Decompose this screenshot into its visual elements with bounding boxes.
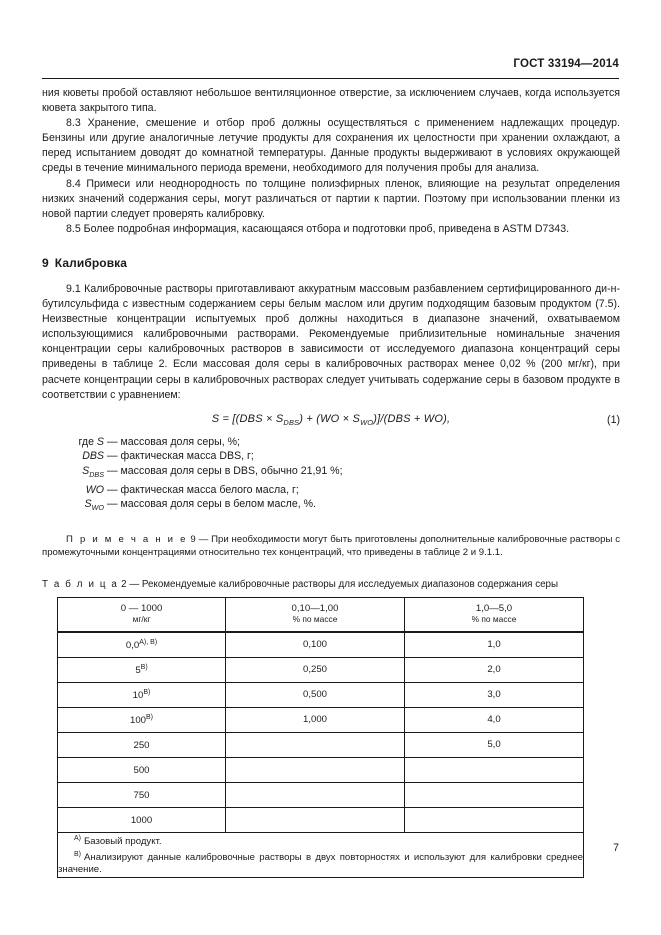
cell-col2 (226, 782, 405, 807)
column-header-percent-low (226, 597, 405, 632)
table-row (58, 682, 584, 707)
table-row (58, 807, 584, 832)
cell-value: 1000 (130, 814, 153, 826)
paragraph-8-4: 8.4 Примеси или неоднородность по толщине полиэфирных пленок, влияющие на результат определения низких значений содержания серы, могут различаться от партии к партии. Поэтому при использовании пленки из новой партии следует проверять калибровку. (42, 177, 620, 220)
table-number: 2 (121, 578, 127, 590)
cell-col3: 3,0 (405, 682, 584, 707)
paragraph-8-5: 8.5 Более подробная информация, касающаяся отбора и подготовки проб, приведена в ASTM D7343. (66, 222, 570, 235)
cell-col3 (405, 757, 584, 782)
variable-definition-row (42, 497, 620, 516)
section-heading-9 (42, 256, 620, 270)
cell-col3 (405, 807, 584, 832)
cell-col1 (58, 657, 226, 682)
cell-footnote-mark: В) (143, 688, 151, 696)
column-range: 1,0—5,0 (475, 602, 513, 614)
note-number: 9 (190, 534, 196, 546)
equation-lhs: S (211, 412, 220, 425)
table-row (58, 657, 584, 682)
cell-col1 (58, 732, 226, 757)
note-text: — При необходимости могут быть приготовлены дополнительные калибровочные растворы с промежуточными концентрациями относительно тех концентраций, что приведены в таблице 2 и 9.1.1. (42, 534, 621, 559)
equation-expression-pre: [(DBS × S (232, 412, 284, 425)
cell-footnote-mark: В) (140, 663, 148, 671)
cell-col2: 0,500 (226, 682, 405, 707)
table-row (58, 732, 584, 757)
cell-value: 250 (133, 739, 150, 751)
cell-col1 (58, 807, 226, 832)
table-row (58, 632, 584, 658)
cell-col2: 0,100 (226, 632, 405, 658)
cell-value: 500 (133, 764, 150, 776)
standard-designation: ГОСТ 33194—2014 (513, 58, 619, 70)
footnote-text-a: Базовый продукт. (84, 836, 162, 848)
variable-term-s-dbs (42, 464, 104, 483)
equation-subscript-wo: WO (360, 417, 374, 427)
note-label: П р и м е ч а н и е (66, 534, 188, 546)
variable-description: — массовая доля серы в белом масле, %. (106, 498, 316, 511)
column-range: 0,10—1,00 (291, 602, 339, 614)
cell-col1 (58, 632, 226, 658)
variable-symbol: S (96, 435, 104, 448)
section-title: Калибровка (54, 255, 128, 270)
cell-value: 10 (132, 689, 144, 701)
section-number: 9 (42, 255, 49, 270)
cell-col2 (226, 807, 405, 832)
table-footnotes-row (58, 832, 584, 877)
paragraph-9-1: 9.1 Калибровочные растворы приготавливают аккуратным массовым разбавлением сертифицированного ди-н-бутилсульфида с известным содержанием серы белым маслом или другим подходящим базовым продуктом (7.5). Неизвестные концентрации испытуемых проб должны находиться в диапазоне значений, охватываемом использующимися калибровочными растворами. Рекомендуемые приблизительные номинальные значения концентрации серы калибровочных растворов в зависимости от исследуемого диапазона концентраций серы приведены в таблице 2. Если массовая доля серы в калибровочных растворах менее 0,02 % (200 мг/кг), при расчете концентрации серы в калибровочных растворах следует учитывать содержание серы в базовом продукте в соответствии с уравнением: (42, 282, 620, 401)
cell-col2 (226, 732, 405, 757)
equation-equals: = (219, 412, 233, 425)
variable-subscript: WO (91, 503, 104, 513)
column-unit: % по массе (292, 614, 338, 625)
calibration-solutions-table (57, 597, 584, 878)
where-lead: где (78, 435, 94, 448)
paragraph-8-3: 8.3 Хранение, смешение и отбор проб должны осуществляться с применением надлежащих процедур. Бензины или другие аналогичные летучие продукты для сохранения их целостности при хранении охлаждают, а перед испытанием доводят до комнатной температуры. Данные продукты выдерживают в условиях окружающей среды в течение минимального периода времени, необходимого для получения пробы для анализа. (42, 117, 620, 175)
variable-symbol: WO (85, 483, 104, 496)
cell-footnote-mark: В) (146, 713, 153, 721)
variable-definition-row (42, 483, 620, 498)
equation-subscript-dbs: DBS (283, 417, 300, 427)
cell-col1 (58, 682, 226, 707)
column-unit: мг/кг (132, 614, 151, 625)
equation-1 (212, 413, 451, 425)
equation-expression-mid: ) + (WO × S (299, 412, 361, 425)
cell-col3 (405, 782, 584, 807)
cell-col2 (226, 757, 405, 782)
cell-col1 (58, 707, 226, 732)
table-row (58, 782, 584, 807)
equation-1-row (42, 413, 620, 427)
table-label: Т а б л и ц а (42, 578, 119, 590)
variable-definition-row (42, 435, 620, 450)
note-9 (42, 533, 620, 560)
cell-value: 750 (133, 789, 150, 801)
variable-symbol: DBS (82, 450, 104, 463)
table-row (58, 757, 584, 782)
variable-description: — фактическая масса белого масла, г; (106, 483, 299, 496)
variable-description: — массовая доля серы в DBS, обычно 21,91 %; (106, 465, 343, 478)
cell-col2: 0,250 (226, 657, 405, 682)
footnote-text-b: Анализируют данные калибровочные растворы в двух повторностях и используют для калибровки среднее значение. (58, 851, 583, 876)
page-content (42, 86, 620, 878)
cell-col3: 2,0 (405, 657, 584, 682)
variable-term-dbs (42, 449, 104, 464)
cell-col3: 4,0 (405, 707, 584, 732)
column-unit: % по массе (471, 614, 517, 625)
paragraph-continuation: ния кюветы пробой оставляют небольшое вентиляционное отверстие, за исключением случаев, когда используется кювета закрытого типа. (42, 87, 620, 115)
variable-definitions (42, 435, 620, 516)
cell-col1 (58, 782, 226, 807)
footnote-a (58, 833, 583, 849)
variable-subscript: DBS (89, 470, 104, 480)
cell-col1 (58, 757, 226, 782)
column-header-mg-kg (58, 597, 226, 632)
page-header (42, 58, 619, 70)
equation-number: (1) (607, 413, 620, 426)
variable-definition-row (42, 449, 620, 464)
footnote-b (58, 849, 583, 877)
table-header-row (58, 597, 584, 632)
variable-term-s-wo (42, 497, 104, 516)
variable-description: — массовая доля серы, %; (106, 435, 240, 448)
cell-footnote-mark: А), В) (139, 638, 158, 646)
variable-term-wo (42, 483, 104, 498)
page-number: 7 (613, 842, 619, 854)
variable-description: — фактическая масса DBS, г; (106, 450, 254, 463)
table-footnotes (58, 832, 584, 877)
cell-value: 100 (129, 714, 146, 726)
cell-col3: 1,0 (405, 632, 584, 658)
table-caption (42, 579, 620, 590)
variable-term-s (42, 435, 104, 450)
cell-value: 5 (135, 664, 141, 676)
header-divider (42, 78, 619, 79)
variable-definition-row (42, 464, 620, 483)
variable-symbol: S (82, 465, 90, 478)
cell-value: 0,0 (125, 639, 140, 651)
table-row (58, 707, 584, 732)
footnote-mark-a: А) (74, 834, 81, 842)
cell-col2: 1,000 (226, 707, 405, 732)
variable-symbol: S (84, 498, 92, 511)
table-caption-text: — Рекомендуемые калибровочные растворы для исследуемых диапазонов содержания серы (129, 578, 559, 590)
equation-expression-post: )]/(DBS + WO), (373, 412, 451, 425)
column-header-percent-high (405, 597, 584, 632)
column-range: 0 — 1000 (120, 602, 163, 614)
footnote-mark-b: В) (74, 850, 81, 858)
cell-col3: 5,0 (405, 732, 584, 757)
